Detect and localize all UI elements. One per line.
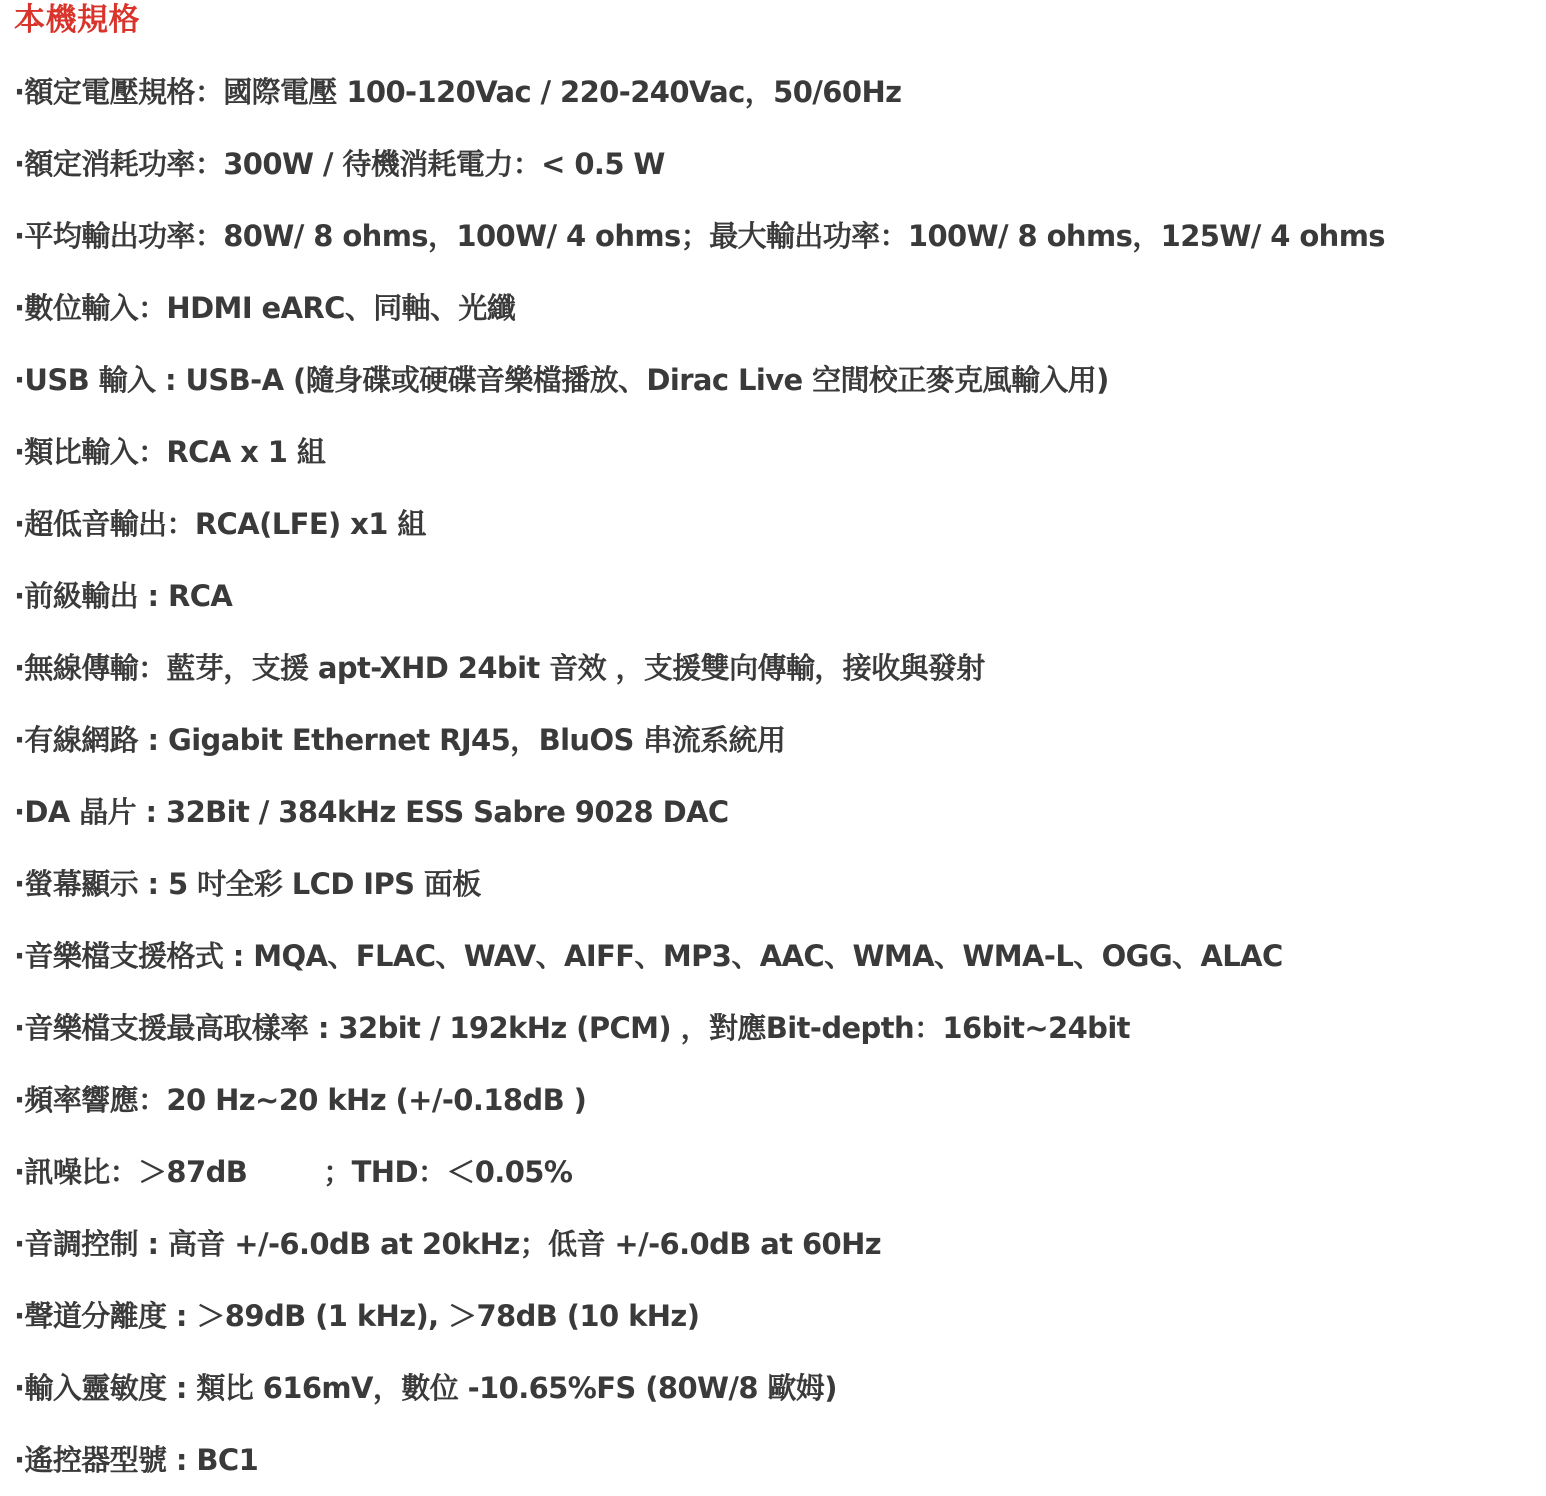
spec-file-formats: ·音樂檔支援格式 : MQA、FLAC、WAV、AIFF、MP3、AAC、WMA、WMA-L、OGG、ALAC bbox=[14, 939, 1283, 973]
spec-snr-thd: ·訊噪比：＞87dB ；THD：＜0.05% bbox=[14, 1155, 573, 1189]
spec-usb-input: ·USB 輸入 : USB-A (隨身碟或硬碟音樂檔播放、Dirac Live 空間校正麥克風輸入用) bbox=[14, 363, 1109, 397]
spec-subwoofer-output: ·超低音輸出：RCA(LFE) x1 組 bbox=[14, 507, 426, 541]
spec-remote-model: ·遙控器型號 : BC1 bbox=[14, 1443, 259, 1477]
spec-rated-power-consumption: ·額定消耗功率：300W / 待機消耗電力：< 0.5 W bbox=[14, 147, 665, 181]
spec-max-sample-rate: ·音樂檔支援最高取樣率 : 32bit / 192kHz (PCM) ，對應Bit-depth：16bit~24bit bbox=[14, 1011, 1130, 1045]
spec-analog-input: ·類比輸入：RCA x 1 組 bbox=[14, 435, 326, 469]
spec-output-power: ·平均輸出功率：80W/ 8 ohms，100W/ 4 ohms；最大輸出功率：100W/ 8 ohms，125W/ 4 ohms bbox=[14, 219, 1385, 253]
spec-wired-network: ·有線網路 : Gigabit Ethernet RJ45，BluOS 串流系統用 bbox=[14, 723, 786, 757]
spec-digital-inputs: ·數位輸入：HDMI eARC、同軸、光纖 bbox=[14, 291, 516, 325]
spec-dac-chip: ·DA 晶片 : 32Bit / 384kHz ESS Sabre 9028 DAC bbox=[14, 795, 729, 829]
spec-input-sensitivity: ·輸入靈敏度 : 類比 616mV，數位 -10.65%FS (80W/8 歐姆) bbox=[14, 1371, 837, 1405]
spec-sheet bbox=[14, 0, 1534, 1477]
spec-display: ·螢幕顯示 : 5 吋全彩 LCD IPS 面板 bbox=[14, 867, 481, 901]
spec-title: 本機規格 bbox=[14, 2, 140, 38]
spec-preamp-output: ·前級輸出 : RCA bbox=[14, 579, 233, 613]
spec-rated-voltage: ·額定電壓規格：國際電壓 100-120Vac / 220-240Vac，50/60Hz bbox=[14, 75, 902, 109]
spec-channel-separation: ·聲道分離度 : ＞89dB (1 kHz), ＞78dB (10 kHz) bbox=[14, 1299, 700, 1333]
spec-wireless: ·無線傳輸：藍芽，支援 apt-XHD 24bit 音效 ，支援雙向傳輸，接收與發射 bbox=[14, 651, 985, 685]
spec-frequency-response: ·頻率響應：20 Hz~20 kHz (+/-0.18dB ) bbox=[14, 1083, 587, 1117]
spec-list bbox=[14, 56, 1534, 1496]
spec-tone-control: ·音調控制 : 高音 +/-6.0dB at 20kHz；低音 +/-6.0dB at 60Hz bbox=[14, 1227, 882, 1261]
